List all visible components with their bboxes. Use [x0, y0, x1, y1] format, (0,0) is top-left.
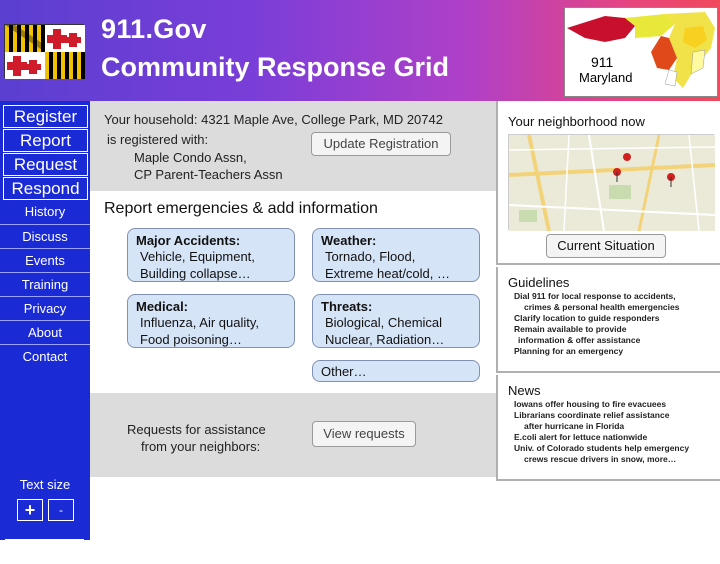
- category-medical[interactable]: [127, 294, 295, 348]
- category-line: Tornado, Flood,: [325, 249, 416, 264]
- news-link[interactable]: Librarians coordinate relief assistance: [514, 410, 670, 420]
- view-requests-button[interactable]: View requests: [312, 421, 416, 447]
- category-title: Weather:: [321, 233, 377, 248]
- maryland-map-logo: [564, 7, 718, 97]
- nav-about[interactable]: About: [0, 320, 90, 344]
- nav-training[interactable]: Training: [0, 272, 90, 296]
- right-sidebar: [496, 101, 720, 481]
- category-line: Biological, Chemical: [325, 315, 443, 330]
- guideline-link[interactable]: Clarify location to guide responders: [514, 313, 660, 323]
- registered-label: is registered with:: [107, 132, 209, 147]
- guideline-link[interactable]: Remain available to provide: [514, 324, 627, 334]
- update-registration-button[interactable]: Update Registration: [311, 132, 451, 156]
- nav-contact[interactable]: Contact: [0, 344, 90, 368]
- maryland-flag-icon: [4, 24, 84, 78]
- footer-area: [90, 481, 720, 540]
- nav-events[interactable]: Events: [0, 248, 90, 272]
- requests-label: Requests for assistance: [127, 422, 266, 437]
- news-link[interactable]: after hurricane in Florida: [524, 421, 625, 431]
- category-other[interactable]: [312, 360, 480, 382]
- main-content: [90, 101, 496, 481]
- news-link[interactable]: Univ. of Colorado students help emergency: [514, 443, 690, 453]
- registered-org: Maple Condo Assn,: [134, 150, 247, 165]
- neighborhood-title: Your neighborhood now: [508, 114, 645, 129]
- text-size-label: Text size: [19, 477, 71, 492]
- nav-report[interactable]: Report: [3, 129, 88, 152]
- category-line: Nuclear, Radiation…: [325, 332, 445, 347]
- news-link[interactable]: crews rescue drivers in snow, more…: [524, 454, 677, 464]
- category-weather[interactable]: [312, 228, 480, 282]
- requests-panel: [90, 393, 496, 477]
- site-title: 911.Gov: [101, 14, 207, 44]
- logo-maryland-text: Maryland: [579, 70, 633, 85]
- category-title: Threats:: [321, 299, 373, 314]
- guidelines-panel: [496, 267, 720, 373]
- registered-org: CP Parent-Teachers Assn: [134, 167, 283, 182]
- household-line: [104, 112, 443, 127]
- category-line: Building collapse…: [140, 266, 251, 281]
- category-title: Medical:: [136, 299, 189, 314]
- news-link[interactable]: Iowans offer housing to fire evacuees: [514, 399, 667, 409]
- category-title: Major Accidents:: [136, 233, 241, 248]
- neighborhood-map[interactable]: [508, 134, 714, 230]
- nav-register[interactable]: Register: [3, 105, 88, 128]
- news-link[interactable]: E.coli alert for lettuce nationwide: [514, 432, 648, 442]
- guideline-link[interactable]: information & offer assistance: [518, 335, 641, 345]
- header-banner: [0, 0, 720, 101]
- nav-history[interactable]: History: [24, 204, 66, 219]
- nav-discuss[interactable]: Discuss: [0, 224, 90, 248]
- household-label: Your household:: [104, 112, 198, 127]
- nav-privacy[interactable]: Privacy: [0, 296, 90, 320]
- guideline-link[interactable]: Planning for an emergency: [514, 346, 624, 356]
- guidelines-title: Guidelines: [508, 275, 570, 290]
- news-title: News: [508, 383, 541, 398]
- household-address: 4321 Maple Ave, College Park, MD 20742: [201, 112, 443, 127]
- guideline-link[interactable]: Dial 911 for local response to accidents,: [514, 291, 676, 301]
- nav-respond[interactable]: Respond: [3, 177, 88, 200]
- left-navigation: [0, 101, 90, 559]
- news-panel: [496, 375, 720, 481]
- language-espanol-button[interactable]: espag̃nol: [5, 539, 84, 564]
- category-line: Influenza, Air quality,: [140, 315, 259, 330]
- category-title: Other…: [321, 364, 367, 379]
- category-line: Extreme heat/cold, …: [325, 266, 450, 281]
- report-heading: Report emergencies & add information: [104, 200, 378, 217]
- guideline-link[interactable]: crimes & personal health emergencies: [524, 302, 680, 312]
- category-line: Food poisoning…: [140, 332, 242, 347]
- category-line: Vehicle, Equipment,: [140, 249, 255, 264]
- category-threats[interactable]: [312, 294, 480, 348]
- site-subtitle: Community Response Grid: [101, 52, 450, 82]
- street-map-icon: [509, 135, 715, 231]
- logo-911-text: 911: [591, 54, 614, 70]
- category-major-accidents[interactable]: [127, 228, 295, 282]
- text-size-increase-button[interactable]: +: [17, 499, 43, 521]
- current-situation-button[interactable]: Current Situation: [546, 234, 666, 258]
- requests-label: from your neighbors:: [141, 439, 261, 454]
- household-panel: [90, 101, 496, 191]
- neighborhood-panel: [496, 101, 720, 265]
- text-size-decrease-button[interactable]: -: [48, 499, 74, 521]
- nav-request[interactable]: Request: [3, 153, 88, 176]
